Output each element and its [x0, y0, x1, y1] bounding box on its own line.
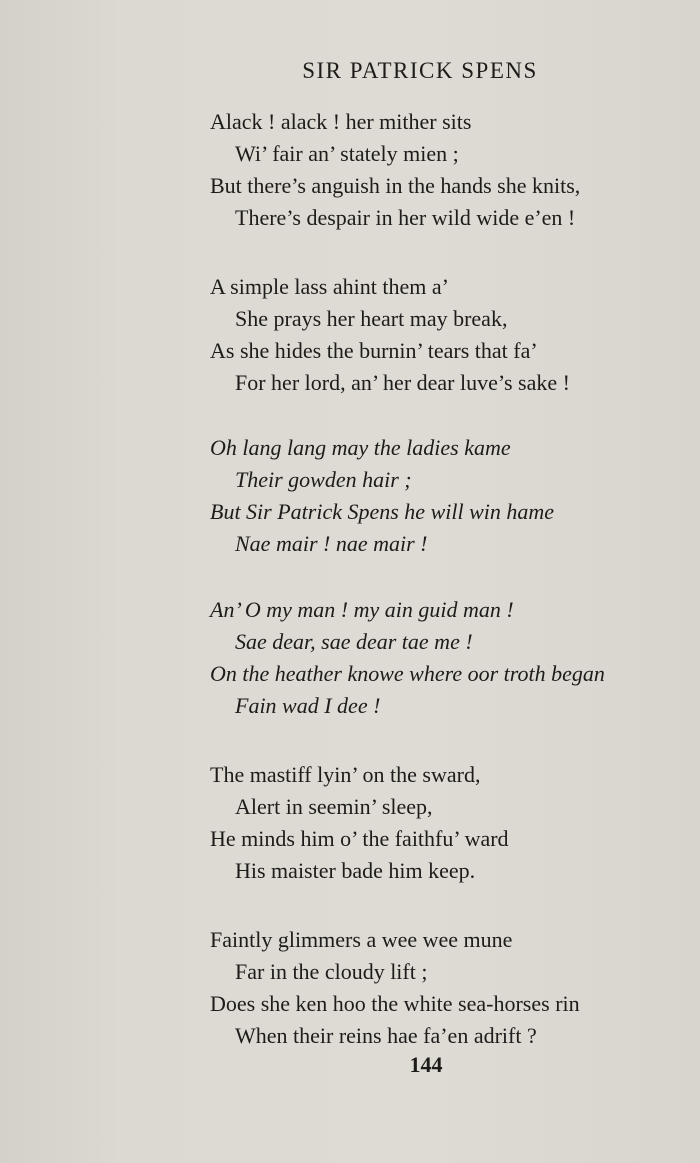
verse-line: A simple lass ahint them a’ [210, 274, 449, 299]
verse-line: He minds him o’ the faithfu’ ward [210, 826, 509, 851]
verse-line: As she hides the burnin’ tears that fa’ [210, 338, 538, 363]
verse-line: On the heather knowe where oor troth began [210, 661, 605, 686]
verse-line: Nae mair ! nae mair ! [235, 531, 428, 556]
stanza-2 [210, 271, 680, 399]
page-number: 144 [409, 1052, 443, 1077]
stanza-1 [210, 106, 680, 234]
verse-line: His maister bade him keep. [235, 858, 476, 883]
verse-line: For her lord, an’ her dear luve’s sake ! [235, 370, 570, 395]
verse-line: There’s despair in her wild wide e’en ! [235, 205, 576, 230]
stanza-3 [210, 432, 680, 560]
verse-line: Faintly glimmers a wee wee mune [210, 927, 513, 952]
verse-line: Sae dear, sae dear tae me ! [235, 629, 473, 654]
verse-line: When their reins hae fa’en adrift ? [235, 1023, 537, 1048]
verse-line: Alack ! alack ! her mither sits [210, 109, 472, 134]
verse-line: Fain wad I dee ! [235, 693, 381, 718]
stanza-5 [210, 759, 680, 887]
verse-line: Oh lang lang may the ladies kame [210, 435, 511, 460]
verse-line: Far in the cloudy lift ; [235, 959, 428, 984]
verse-line: An’ O my man ! my ain guid man ! [210, 597, 514, 622]
verse-line: The mastiff lyin’ on the sward, [210, 762, 481, 787]
verse-line: But Sir Patrick Spens he will win hame [210, 499, 555, 524]
stanza-4 [210, 594, 680, 722]
verse-line: Does she ken hoo the white sea-horses rin [210, 991, 580, 1016]
verse-line: Wi’ fair an’ stately mien ; [235, 141, 459, 166]
verse-line: She prays her heart may break, [235, 306, 508, 331]
stanza-6 [210, 924, 680, 1052]
page-title: SIR PATRICK SPENS [302, 58, 538, 83]
verse-line: Alert in seemin’ sleep, [235, 794, 433, 819]
verse-line: Their gowden hair ; [235, 467, 412, 492]
verse-line: But there’s anguish in the hands she knits, [210, 173, 581, 198]
